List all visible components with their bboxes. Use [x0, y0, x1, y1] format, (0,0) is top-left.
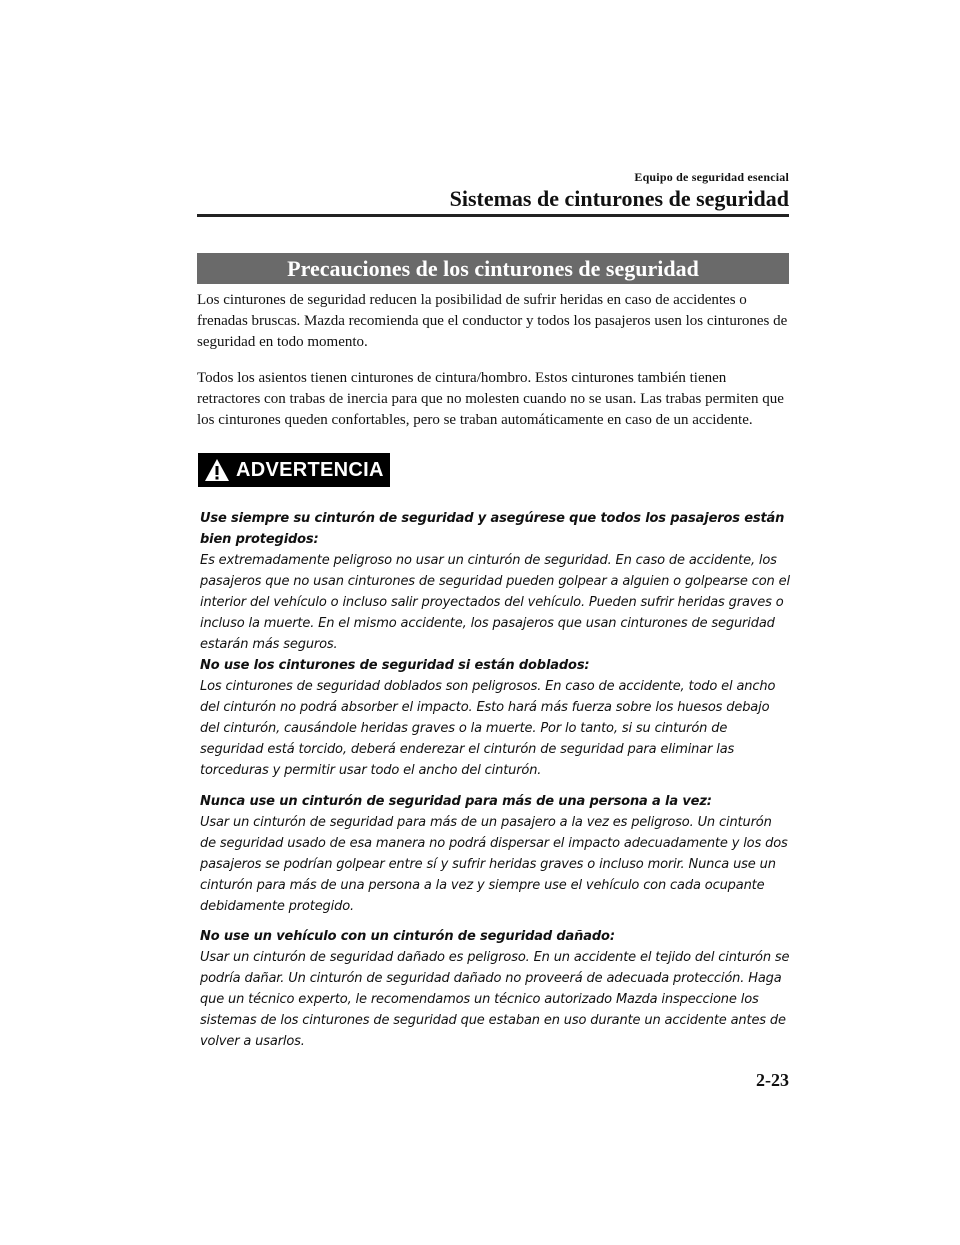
warning-item-heading: Use siempre su cinturón de seguridad y asegúrese que todos los pasajeros están bien protegidos:: [200, 511, 785, 547]
chapter-title: Sistemas de cinturones de seguridad: [449, 186, 789, 211]
warning-item: [200, 926, 790, 1052]
warning-item-text: Usar un cinturón de seguridad dañado es peligroso. En un accidente el tejido del cinturón se podría dañar. Un cinturón de seguridad dañado no proveerá de adecuada protección. Haga que un técnico experto, le recomendamos un técnico autorizado Mazda inspeccione los sistemas de los cinturones de seguridad que estaban en uso durante un accidente antes de volver a usarlos.: [200, 950, 790, 1049]
warning-item-text: Usar un cinturón de seguridad para más de un pasajero a la vez es peligroso. Un cinturón de seguridad usado de esa manera no podrá dispersar el impacto adecuadamente y los dos pasajeros se podrían golpear entre sí y sufrir heridas graves o incluso morir. Nunca use un cinturón para más de una persona a la vez y siempre use el vehículo con cada ocupante debidamente protegido.: [200, 815, 788, 914]
warning-item: [200, 508, 790, 655]
warning-badge: [198, 453, 390, 487]
warning-item-text: Es extremadamente peligroso no usar un cinturón de seguridad. En caso de accidente, los pasajeros que no usan cinturones de seguridad pueden golpear a alguien o golpearse con el interior del vehículo o incluso salir proyectados del vehículo. Pueden sufrir heridas graves o incluso la muerte. En el mismo accidente, los pasajeros que usan cinturones de seguridad estarán más seguros.: [200, 553, 790, 652]
warning-item-heading: No use los cinturones de seguridad si están doblados:: [200, 658, 590, 673]
header-divider: [197, 214, 789, 217]
intro-paragraph-2: Todos los asientos tienen cinturones de cintura/hombro. Estos cinturones también tienen retractores con trabas de inercia para que no molesten cuando no se usan. Las trabas permiten que los cinturones queden confortables, pero se traban automáticamente en caso de un accidente.: [197, 370, 784, 428]
page-number: 2-23: [756, 1070, 789, 1090]
warning-item: [200, 791, 790, 917]
running-header: [197, 170, 789, 212]
warning-triangle-icon: [204, 458, 230, 482]
warning-label: ADVERTENCIA: [236, 458, 384, 481]
warning-item-heading: No use un vehículo con un cinturón de seguridad dañado:: [200, 929, 615, 944]
intro-paragraph-1: Los cinturones de seguridad reducen la posibilidad de sufrir heridas en caso de accidentes o frenadas bruscas. Mazda recomienda que el conductor y todos los pasajeros usen los cinturones de seguridad en todo momento.: [197, 292, 788, 350]
warning-item-heading: Nunca use un cinturón de seguridad para más de una persona a la vez:: [200, 794, 712, 809]
warning-item-text: Los cinturones de seguridad doblados son peligrosos. En caso de accidente, todo el ancho del cinturón no podrá absorber el impacto. Esto hará más fuerza sobre los huesos debajo del cinturón, causándole heridas graves o la muerte. Por lo tanto, si su cinturón de seguridad está torcido, deberá enderezar el cinturón de seguridad para eliminar las torceduras y permitir usar todo el ancho del cinturón.: [200, 679, 776, 778]
section-title-bar: Precauciones de los cinturones de seguridad: [197, 253, 789, 284]
section-label: Equipo de seguridad esencial: [634, 170, 789, 184]
warning-item: [200, 655, 790, 781]
